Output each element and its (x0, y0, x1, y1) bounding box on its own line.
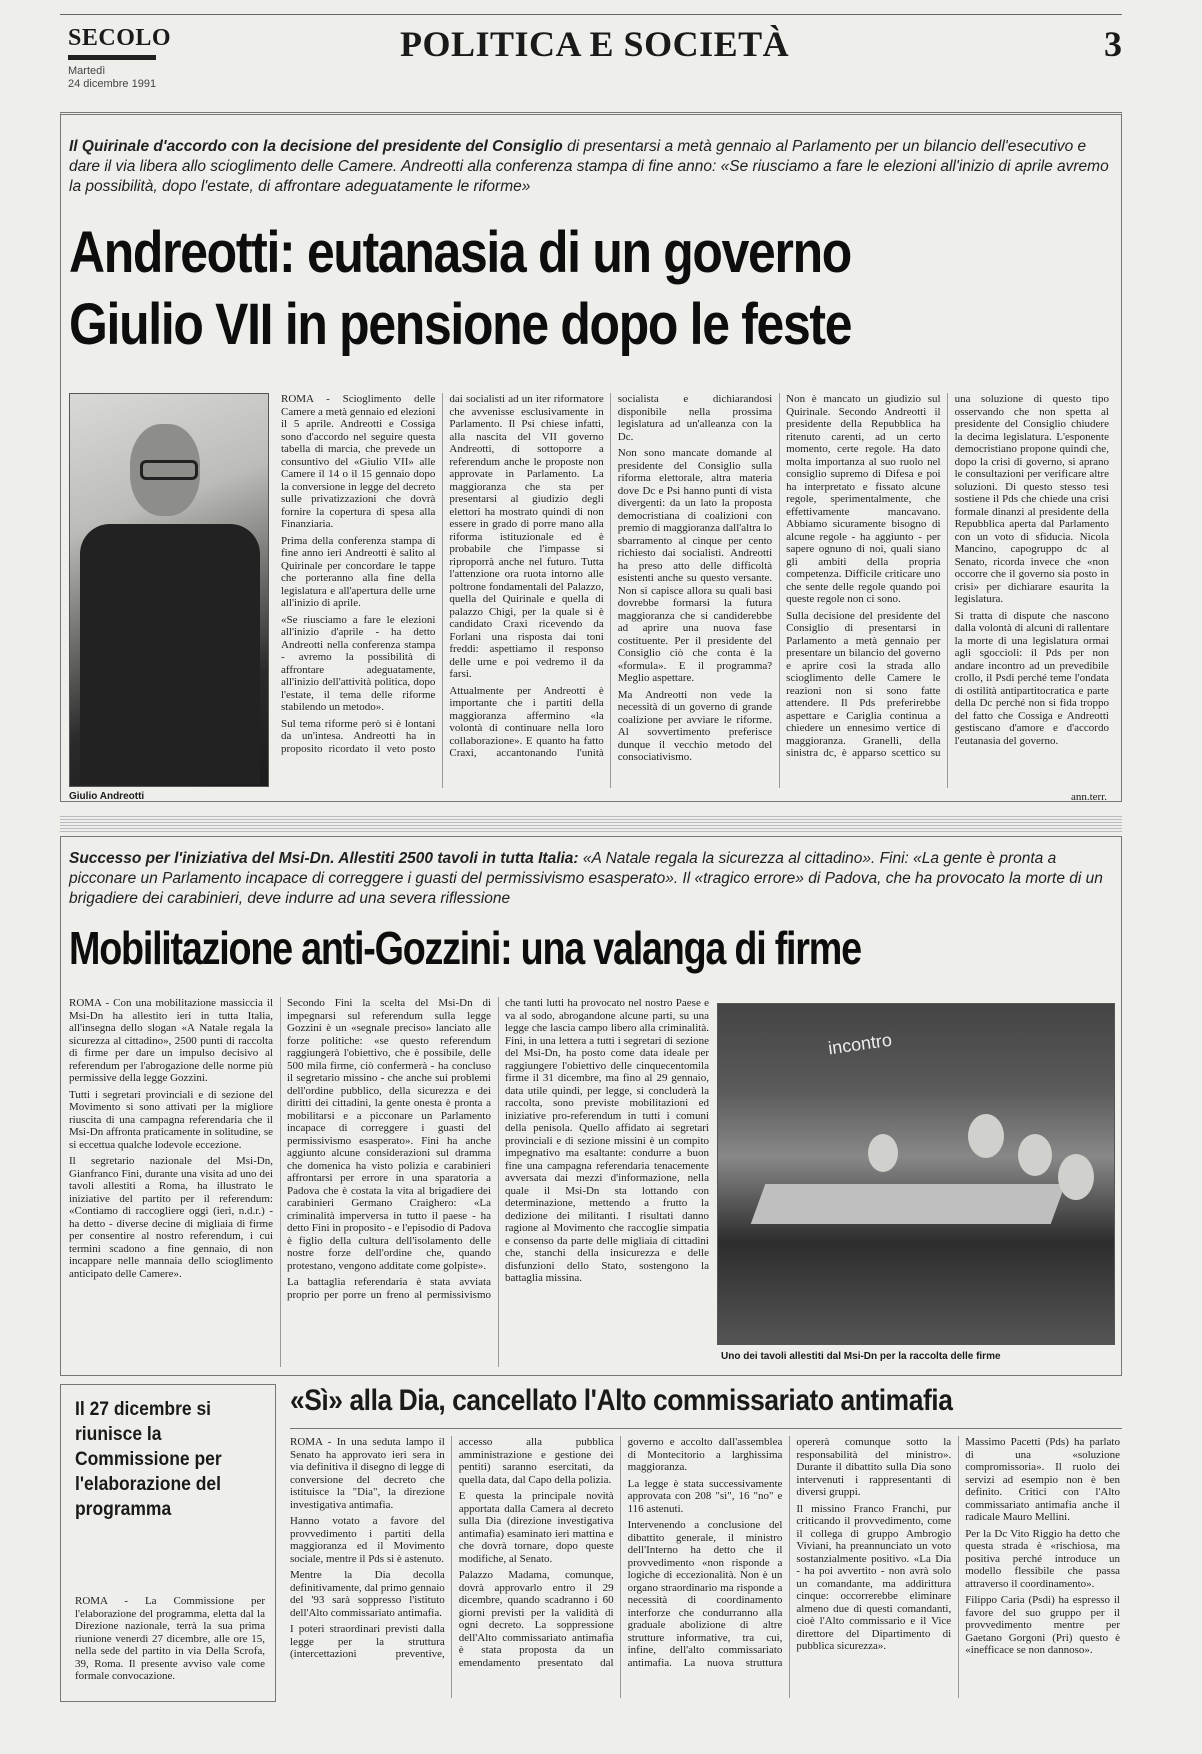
paragraph: Hanno votato a favore del provvedimento i partiti della maggioranza ed il Movimento sociale, mentre il Pds si è astenuto. (290, 1515, 445, 1565)
andreotti-photo (69, 393, 269, 787)
paragraph: Ma Andreotti non vede la necessità di un governo di grande coalizione per avviare le riforme. Al sovvertimento preferisce dunque il vecchio metodo del consociativismo. (617, 688, 773, 763)
paragraph: Tutti i segretari provinciali e di sezione del Movimento si sono attivati per la migliore riuscita di una campagna referendaria che il Msi-Dn affronta praticamente in solitudine, se si eccettua qualche lodevole eccezione. (69, 1088, 273, 1151)
paragraph: Il segretario nazionale del Msi-Dn, Gianfranco Fini, durante una visita ad uno dei tavoli allestiti a Roma, ha illustrato le iniziative del partito per il referendum: «Contiamo di raccogliere oggi (ieri, n.d.r.) - ha detto - diverse decine di migliaia di firme per consentire al nostro referendum, i cui termini scadono a fine gennaio, di non incappare nelle mannaia dello scioglimento anticipato delle Camere». (69, 1155, 273, 1280)
photo-sign: incontro (826, 1029, 894, 1059)
paragraph: Per la Dc Vito Riggio ha detto che questa strada è «rischiosa, ma positiva perché introduce un modello flessibile che passa attraverso il coordinamento». (965, 1527, 1120, 1590)
article-kicker (69, 137, 1109, 197)
paragraph: Si tratta di dispute che nascono dalla volontà di alcuni di rallentare la morte di una legislatura ormai agli sgoccioli: il Pds per non andare incontro ad un prevedibile crollo, il Psdi perché teme l'ondata di ostilità antipartitocratica e parte della Dc perché non si fida troppo del fatto che Cossiga e Andreotti gestiscano d'amore e d'accordo l'eutanasia del governo. (954, 609, 1109, 747)
paragraph: Attualmente per Andreotti è importante che i partiti della maggioranza affermino «la volontà di continuare nella loro collaborazione». E quanto ha fatto Craxi, accantonando l'unità socialista e dichiarandosi disponibile nella prossima legislatura ad un'alleanza con la Dc. (449, 393, 773, 759)
issue-day: Martedì (68, 65, 106, 77)
paragraph: Non sono mancate domande al presidente del Consiglio sulla riforma elettorale, altra materia dove Dc e Psi hanno punti di vista divergenti: da un lato la proposta democristiana di coalizioni con premio di maggioranza dall'altra lo sbarramento al cinque per cento richiesto dai socialisti. Andreotti ha preso atto delle difficoltà esistenti anche su questo versante. Non si capisce allora su quali basi dovrebbe formarsi la futura maggioranza che si candiderebbe ad aprire una nuova fase costituente. Per il presidente del Consiglio ciò che conta è la «formula». E il programma? Meglio aspettare. (617, 447, 773, 684)
kicker-lead: Il Quirinale d'accordo con la decisione del presidente del Consiglio (69, 138, 563, 155)
article-andreotti (60, 112, 1122, 802)
article-body (290, 1436, 1120, 1698)
paragraph: ROMA - Con una mobilitazione massiccia il Msi-Dn ha allestito ieri in tutta Italia, all'insegna dello slogan «A Natale regala la sicurezza al cittadino», 2500 punti di raccolta di firme per dare un impulso decisivo al referendum per l'abrogazione delle norme più permissive della legge Gozzini. (69, 997, 273, 1084)
kicker-lead: Successo per l'iniziativa del Msi-Dn. Allestiti 2500 tavoli in tutta Italia: (69, 850, 579, 867)
article-anti-gozzini (60, 836, 1122, 1376)
headline: Mobilitazione anti-Gozzini: una valanga di firme (69, 922, 861, 974)
byline: ann.terr. (1070, 791, 1107, 803)
newspaper-logo: SECOLO (68, 25, 172, 51)
paragraph: Mentre la Dia decolla definitivamente, dal primo gennaio del '93 sarà soppresso l'istituto dell'Alto commissariato antimafia. (290, 1569, 445, 1619)
issue-date-value: 24 dicembre 1991 (68, 78, 157, 90)
paragraph: Intervenendo a conclusione del dibattito generale, il ministro dell'Interno ha detto che il provvedimento «non risponde a logiche di eccezionalità. Non è un organo straordinario ma risponde a necessità di coordinamento interforze che condurranno alla graduale abolizione di altre strutture informative, tra cui, infine, dell'alto commissariato antimafia. La nuova struttura opererà comunque sotto la responsabilità del ministro». Durante il dibattito sulla Dia sono intervenuti i rappresentanti di diversi gruppi. (627, 1436, 952, 1669)
paragraph: La legge è stata successivamente approvata con 208 "sì", 16 "no" e 116 astenuti. (627, 1477, 783, 1515)
paragraph: Palazzo Madama, comunque, dovrà approvarlo entro il 29 dicembre, quando scadranno i 60 giorni previsti per la validità di ogni decreto. La soppressione dell'Alto commissariato antimafia è stata proposta da un emendamento presentato dal governo e accolto dall'assemblea di Montecitorio a larghissima maggioranza. (458, 1436, 783, 1669)
paragraph: Il missino Franco Franchi, pur criticando il provvedimento, come il collega di gruppo Ambrogio Viviani, ha preannunciato un voto sostanzialmente positivo. «La Dia - ha poi avvertito - non avrà solo un comandante, ma addirittura cinque: occorrerebbe eliminare almeno due di questi comandanti, cioè l'Alto commissario e il Vice direttore del Dipartimento di pubblica sicurezza». (796, 1502, 952, 1652)
paragraph: Filippo Caria (Psdi) ha espresso il favore del suo gruppo per il provvedimento mentre per Gaetano Gorgoni (Pri) questo è «inefficace se non dannoso». (965, 1594, 1120, 1656)
paragraph: «Se riusciamo a fare le elezioni all'inizio d'aprile - ha detto Andreotti nella conferenza stampa - avremo la possibilità di affrontare adeguatamente, all'inizio dell'attività politica, dopo l'estate, il tema delle riforme stabilendo un metodo». (281, 613, 436, 713)
page-number: 3 (1104, 24, 1122, 64)
paragraph: Non è mancato un giudizio sul Quirinale. Secondo Andreotti il presidente della Repubblica ha ritenuto carenti, ad un certo momento, certe regole. Ha dato molta importanza al suo ruolo nel consiglio supremo di Difesa e poi ha interpretato e fissato alcune regole, sperimentalmente, che effettivamente mancavano. Abbiamo sicuramente bisogno di alcune regole - ha aggiunto - per sapere ognuno di noi, quali siano gli ambiti della propria competenza. Difficile criticare uno che sente delle regole quando poi queste regole non ci sono. (786, 393, 941, 605)
logo-underline (68, 55, 156, 60)
notice-box (60, 1384, 276, 1702)
signature-table-photo (717, 1003, 1115, 1345)
paragraph: Massimo Pacetti (Pds) ha parlato di una «soluzione compromissoria». Il ruolo dei servizi ad esempio non è ben definito. Critici con l'Alto commissariato antimafia anche il radicale Mauro Mellini. (965, 1436, 1120, 1523)
article-kicker (69, 849, 1109, 909)
paragraph: E questa la principale novità apportata dalla Camera al decreto sulla Dia (direzione investigativa antimafia) esaminato ieri mattina e che dovrà tornare, dopo queste modifiche, al Senato. (458, 1490, 614, 1565)
paragraph: Sul tema riforme però si è lontani da un'intesa. Andreotti ha in proposito ricordato il veto posto dai socialisti ad un iter riformatore che avvenisse esclusivamente in Parlamento. Il Psi chiese infatti, alla nascita del VII governo Andreotti, di sottoporre a referendum anche le proposte non approvate in Parlamento. La maggioranza che sta per presentarsi al giudizio degli elettori ha mostrato quindi di non essere in grado di porre mano alla riforma istituzionale ed è probabile che l'impasse si riproporrà anche nel futuro. Tutta l'attenzione ora ruota intorno alle poltrone fondamentali del Palazzo, quella del Quirinale e quella di palazzo Chigi, per la quale si è candidato Craxi ricevendo da Forlani una risposta dai toni freddi: aspettiamo il responso delle urne e poi vedremo il da farsi. (281, 393, 604, 755)
paragraph: Sulla decisione del presidente del Consiglio di presentarsi in Parlamento a metà gennaio per presentare un bilancio del governo e aprire così la strada allo scioglimento delle Camere le reazioni non si sono fatte attendere. Il Pds preferirebbe aspettare e Cariglia continua a chiedere un ennesimo vertice di maggioranza. Granelli, della sinistra dc, è apparso scettico su una soluzione di questo tipo osservando che non spetta al presidente del Consiglio chiudere la decima legislatura. L'esponente democristiano propone quindi che, dopo la crisi di governo, si aprano le consultazioni per verificare altre soluzioni. Di questo stesso tesi sostiene il Pds che chiede una crisi formale dinanzi al presidente della Repubblica aperta dal Parlamento con un voto di sfiducia. Nicola Mancino, capogruppo dc al Senato, ricorda invece che «non occorre che il governo sia posto in crisi» per dichiarare esaurita la legislatura. (786, 393, 1109, 759)
paragraph: ROMA - In una seduta lampo il Senato ha approvato ieri sera in via definitiva il disegno di legge di conversione del decreto che istituisce la "Dia", la direzione investigativa antimafia. (290, 1436, 445, 1511)
section-title: POLITICA E SOCIETÀ (400, 24, 790, 64)
photo-caption: Uno dei tavoli allestiti dal Msi-Dn per la raccolta delle firme (721, 1351, 1001, 1362)
section-divider (60, 814, 1122, 832)
paragraph: ROMA - Scioglimento delle Camere a metà gennaio ed elezioni il 5 aprile. Andreotti e Cossiga sono d'accordo nel seguire questa tabella di marcia, che prevede un consuntivo del «Giulio VII» alle Camere il 14 o il 15 gennaio dopo la conversione in legge del decreto sulle privatizzazioni che dovrà fornire la copertura di spesa alla Finanziaria. (281, 393, 436, 530)
paragraph: I poteri straordinari previsti dalla legge per la struttura (intercettazioni preventive, accesso alla pubblica amministrazione e gestione dei pentiti) saranno esercitati, da quella data, dal Capo della polizia. (290, 1436, 614, 1660)
paragraph: Secondo Fini la scelta del Msi-Dn di impegnarsi sul referendum sulla legge Gozzini è un «segnale preciso» lanciato alle forze politiche: «se questo referendum raggiungerà l'obiettivo, che è possibile, delle 500 mila firme, ciò confermerà - ha concluso il segretario missino - che anche sui problemi dell'ordine pubblico, della sicurezza e dei diritti dei cittadini, la gente onesta è pronta a mobilitarsi e a picconare un Parlamento incapace di correggere i guasti del permissivismo esasperato». Fini ha anche aggiunto alcune considerazioni sul dramma che domenica ha visto polizia e carabinieri affrontarsi per errore in una sparatoria a Padova che è costata la vita al brigadiere dei carabinieri Germano Craighero: «La criminalità imperversa in tutto il paese - ha detto Fini in proposito - e l'episodio di Padova è figlio della cultura dell'isolamento delle nostre forze dell'ordine che, quando protestano, vengono additate come golpiste». (287, 997, 491, 1272)
paragraph: La battaglia referendaria è stata avviata proprio per porre un freno al permissivismo che tanti lutti ha provocato nel nostro Paese e va al sodo, abrogandone alcune parti, su una legge che lascia campo libero alla criminalità. Fini, in una lettera a tutti i segretari di sezione del Msi-Dn, ha posto come data ideale per raggiungere l'obiettivo delle cinquecentomila firme il 31 dicembre, ma fino al 29 gennaio, data utile quindi, per legge, si concluderà la raccolta, sono previste mobilitazioni ed iniziative pro-referendum in tutti i comuni della penisola. Quello affidato ai segretari provinciali e di sezione missini è un compito impegnativo ma esaltante: condurre a buon fine una campagna referendaria tenacemente avversata dai mezzi d'informazione, nella quale il Msi-Dn sta lottando con determinazione, mettendo a frutto la dedizione dei militanti. I risultati danno ragione al Movimento che raccoglie simpatia e consenso da parte delle migliaia di cittadini che, stanchi della insicurezza e delle disfunzioni dello Stato, sostengono la battaglia missina. (287, 997, 709, 1301)
article-body (281, 393, 1109, 788)
headline-rule (290, 1428, 1122, 1429)
notice-body: ROMA - La Commissione per l'elaborazione del programma, eletta dal la Direzione nazionale, terrà la sua prima riunione venerdì 27 dicembre, alle ore 15, nella sede del partito in via Della Scrofa, 39, Roma. Il presente avviso vale come formale convocazione. (75, 1595, 265, 1682)
headline-line-2: Giulio VII in pensione dopo le feste (69, 292, 852, 357)
issue-date (68, 65, 156, 91)
article-body (69, 997, 709, 1367)
notice-title: Il 27 dicembre si riunisce la Commissione per l'elaborazione del programma (75, 1399, 222, 1520)
photo-caption: Giulio Andreotti (69, 791, 145, 802)
kicker-rest: «A Natale regala la sicurezza al cittadino». Fini: «La gente è pronta a picconare un Parlamento incapace di correggere i guasti del permissivismo esasperato». Il «tragico errore» di Padova, che ha provocato la morte di un brigadiere dei carabinieri, deve indurre ad una severa riflessione (69, 850, 1103, 907)
kicker-rest: di presentarsi a metà gennaio al Parlamento per un bilancio dell'esecutivo e dare il via libera allo scioglimento delle Camere. Andreotti alla conferenza stampa di fine anno: «Se riusciamo a fare le elezioni all'inizio di aprile avremo la possibilità, dopo l'estate, di affrontare adeguatamente le riforme» (69, 138, 1109, 195)
masthead (60, 14, 1122, 95)
headline-line-1: Andreotti: eutanasia di un governo (69, 220, 851, 285)
headline: «Sì» alla Dia, cancellato l'Alto commissariato antimafia (290, 1384, 953, 1417)
paragraph: Prima della conferenza stampa di fine anno ieri Andreotti è salito al Quirinale per concordare le tappe che porteranno alla fine della legislatura e all'apertura delle urne all'inizio di aprile. (281, 534, 436, 609)
article-dia (60, 1384, 1122, 1714)
